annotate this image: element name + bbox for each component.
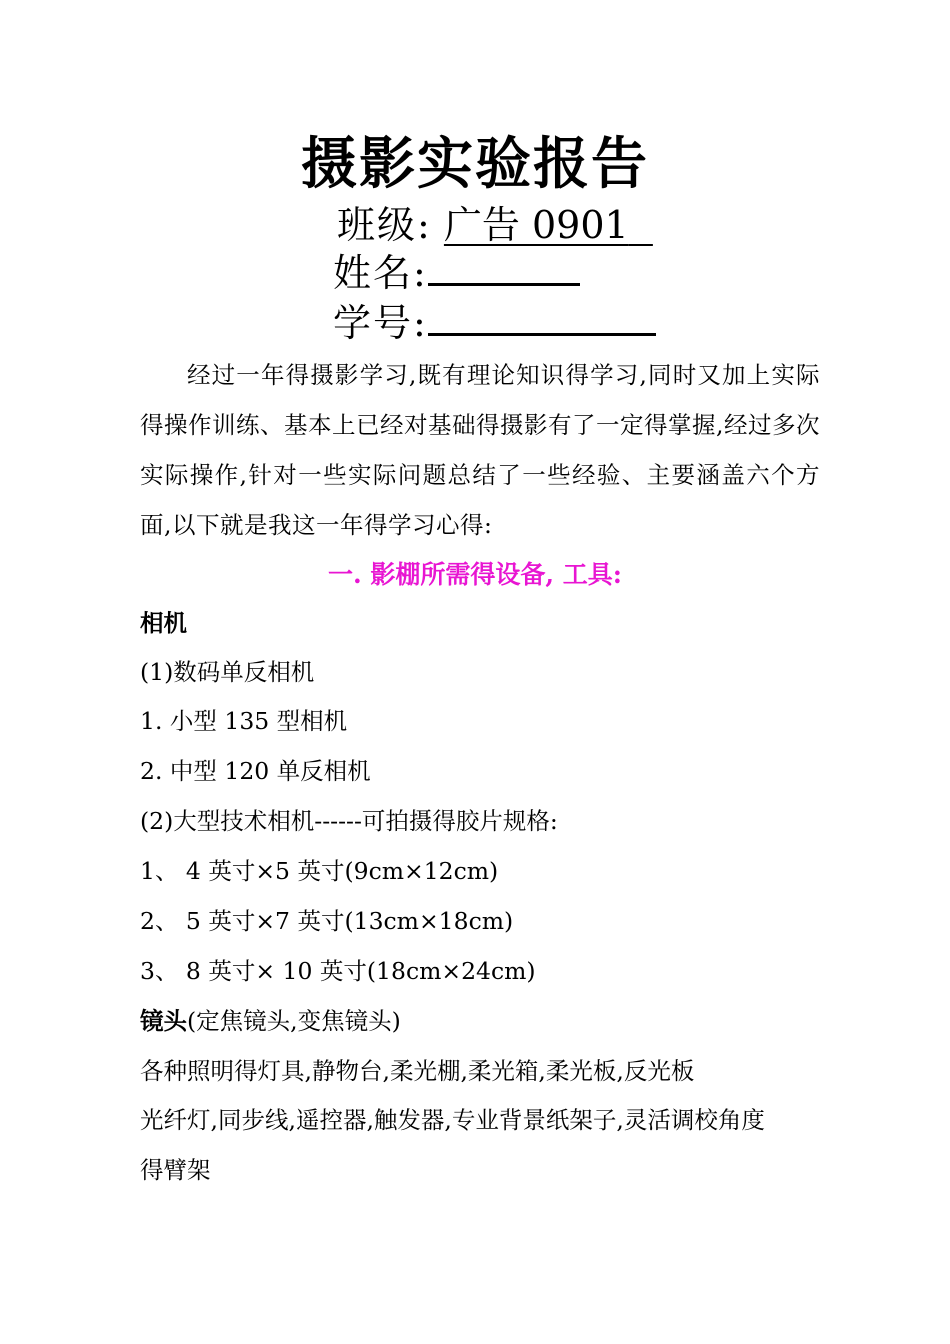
class-label: 班级: <box>337 203 432 247</box>
student-id-field <box>333 300 656 346</box>
list-item-size-4x5: 1、 4 英寸×5 英寸(9cm×12cm) <box>140 857 499 885</box>
list-item-digital-slr: (1)数码单反相机 <box>140 658 315 686</box>
camera-heading: 相机 <box>140 609 187 637</box>
list-item-135-camera: 1. 小型 135 型相机 <box>140 707 348 735</box>
accessories-line-1: 光纤灯,同步线,遥控器,触发器,专业背景纸架子,灵活调校角度 <box>140 1106 765 1134</box>
list-item-size-8x10: 3、 8 英寸× 10 英寸(18cm×24cm) <box>140 957 536 985</box>
lens-types: (定焦镜头,变焦镜头) <box>187 1007 401 1035</box>
class-field <box>337 202 653 248</box>
accessories-line-2: 得臂架 <box>140 1156 211 1184</box>
list-item-size-5x7: 2、 5 英寸×7 英寸(13cm×18cm) <box>140 907 514 935</box>
intro-paragraph: 经过一年得摄影学习,既有理论知识得学习,同时又加上实际得操作训练、基本上已经对基础得摄影有了一定得掌握,经过多次实际操作,针对一些实际问题总结了一些经验、主要涵盖六个方面,以下就是我这一年得学习心得: <box>140 361 820 539</box>
list-item-120-camera: 2. 中型 120 单反相机 <box>140 757 371 785</box>
lens-line <box>140 1005 401 1037</box>
section-heading-equipment: 一. 影棚所需得设备, 工具: <box>327 560 623 589</box>
name-blank-line <box>428 253 580 286</box>
list-item-large-format: (2)大型技术相机------可拍摄得胶片规格: <box>140 807 558 835</box>
lighting-line: 各种照明得灯具,静物台,柔光棚,柔光箱,柔光板,反光板 <box>140 1057 695 1085</box>
lens-label: 镜头 <box>140 1007 187 1035</box>
student-id-blank-line <box>428 303 656 336</box>
document-title: 摄影实验报告 <box>301 131 649 197</box>
class-value: 广告 0901 <box>443 203 629 247</box>
name-label: 姓名: <box>333 251 428 295</box>
name-field <box>333 250 580 296</box>
student-id-label: 学号: <box>333 301 428 345</box>
